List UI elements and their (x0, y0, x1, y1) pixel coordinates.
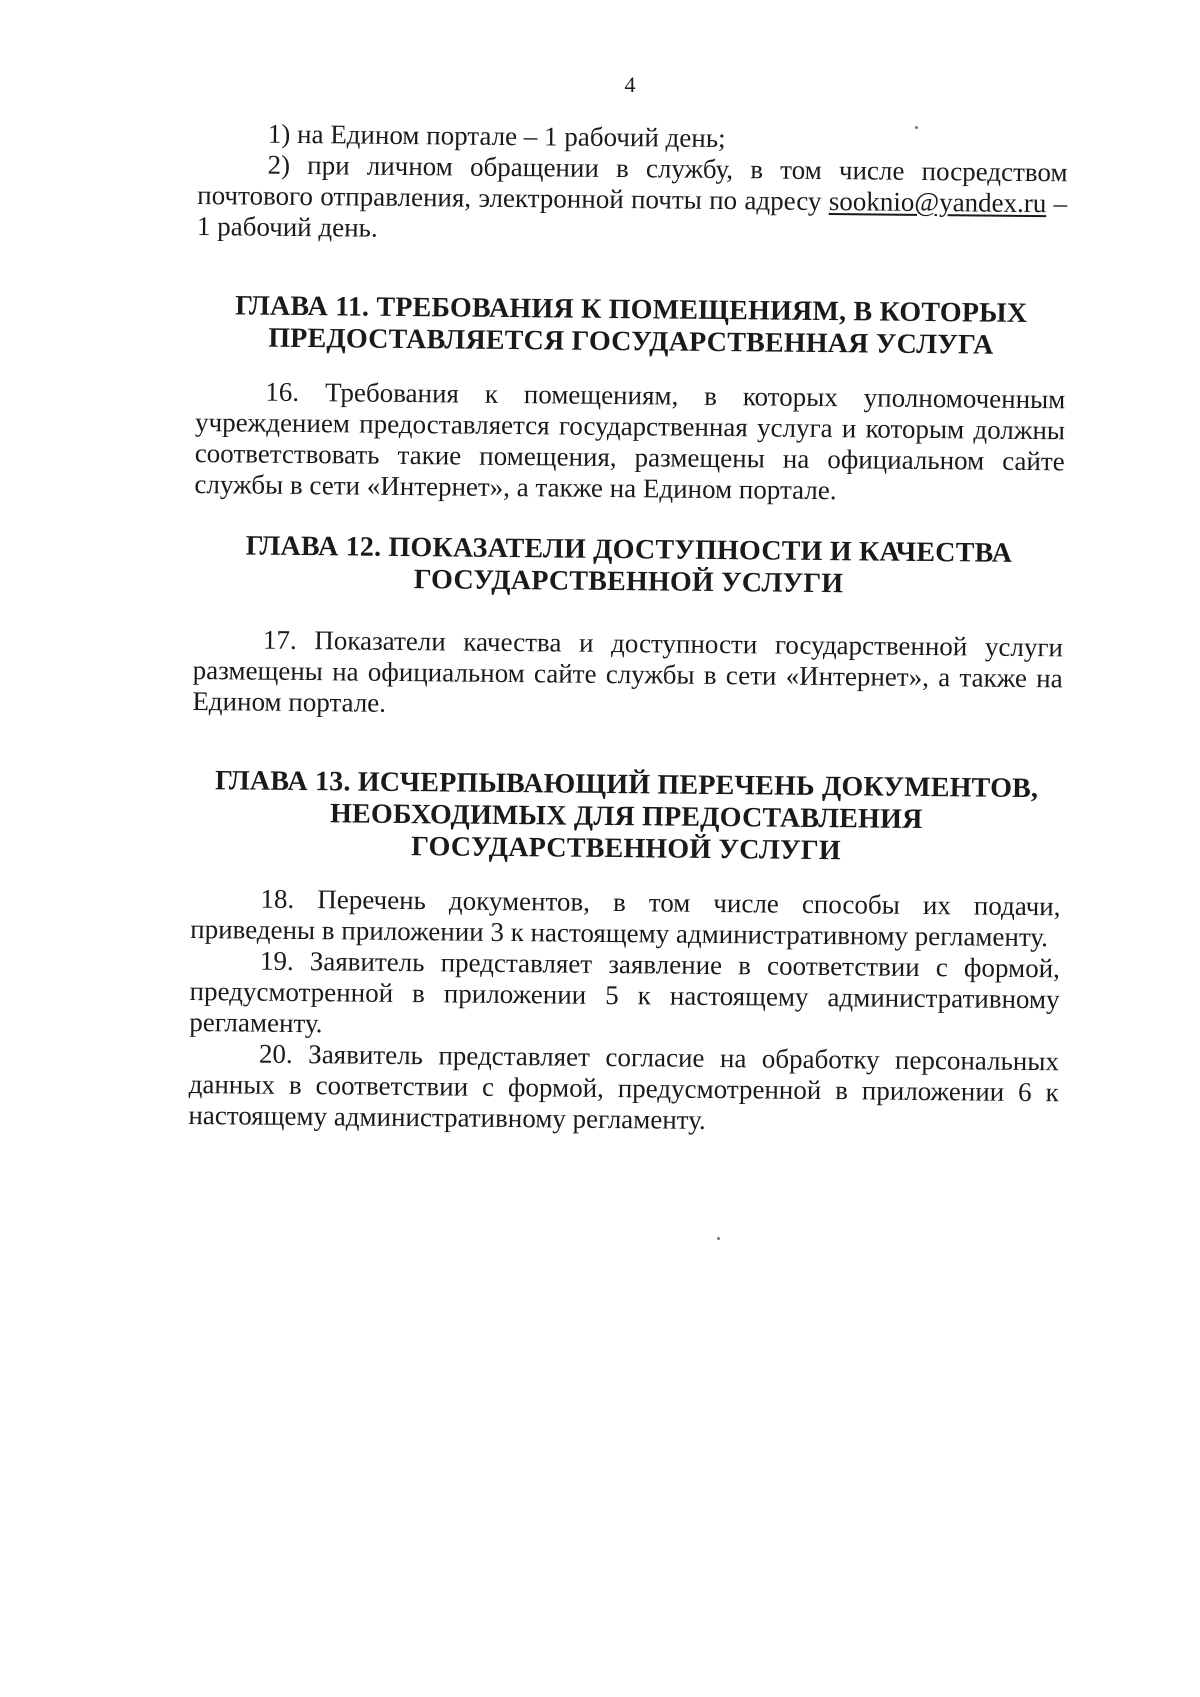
chapter-12-title (193, 530, 1064, 602)
chapter-13-title-line-3: ГОСУДАРСТВЕННОЙ УСЛУГИ (411, 831, 841, 867)
document-body (188, 118, 1068, 1139)
scan-speck (915, 126, 918, 129)
chapter-13-title-line-2: НЕОБХОДИМЫХ ДЛЯ ПРЕДОСТАВЛЕНИЯ (329, 798, 923, 835)
chapter-11-title (196, 290, 1067, 362)
paragraph-17: 17. Показатели качества и доступности государственной услуги размещены на официальном сайте службы в сети «Интернет», а также на Едином портале. (192, 624, 1064, 718)
chapter-11-title-line-1: ГЛАВА 11. ТРЕБОВАНИЯ К ПОМЕЩЕНИЯМ, В КОТОРЫХ (235, 290, 1028, 329)
list-item-2 (197, 149, 1068, 250)
list-item-1: 1) на Едином портале – 1 рабочий день; (267, 118, 726, 154)
paragraph-18: 18. Перечень документов, в том числе способы их подачи, приведены в приложении 3 к настоящему административному регламенту. (190, 883, 1061, 953)
scan-speck (717, 1237, 720, 1240)
paragraph-16: 16. Требования к помещениям, в которых уполномоченным учреждением предоставляется государственная услуга и которым должны соответствовать такие помещения, размещены на официальном сайте службы в сети «Интернет», а также на Едином портале. (194, 376, 1066, 506)
chapter-12-title-line-1: ГЛАВА 12. ПОКАЗАТЕЛИ ДОСТУПНОСТИ И КАЧЕСТВА (245, 530, 1013, 569)
list-item-2-tail: – 1 рабочий день. (196, 188, 1068, 243)
chapter-11-title-line-2: ПРЕДОСТАВЛЯЕТСЯ ГОСУДАРСТВЕННАЯ УСЛУГА (268, 322, 994, 361)
list-item-2-text: 2) при личном обращении в службу, в том числе посредством почтового отправления, электронной почты по адресу (197, 149, 1068, 217)
chapter-12-title-line-2: ГОСУДАРСТВЕННОЙ УСЛУГИ (413, 564, 844, 600)
paragraph-19: 19. Заявитель представляет заявление в соответствии с формой, предусмотренной в приложении 5 к настоящему административному регламенту. (189, 945, 1061, 1039)
paragraph-20: 20. Заявитель представляет согласие на обработку персональных данных в соответствии с формой, предусмотренной в приложении 6 к настоящему административному регламенту. (188, 1038, 1060, 1135)
chapter-13-title (191, 765, 1062, 869)
page-number: 4 (624, 72, 636, 97)
email-link[interactable]: sooknio@yandex.ru (828, 186, 1047, 219)
chapter-13-title-line-1: ГЛАВА 13. ИСЧЕРПЫВАЮЩИЙ ПЕРЕЧЕНЬ ДОКУМЕНТОВ, (214, 765, 1039, 805)
